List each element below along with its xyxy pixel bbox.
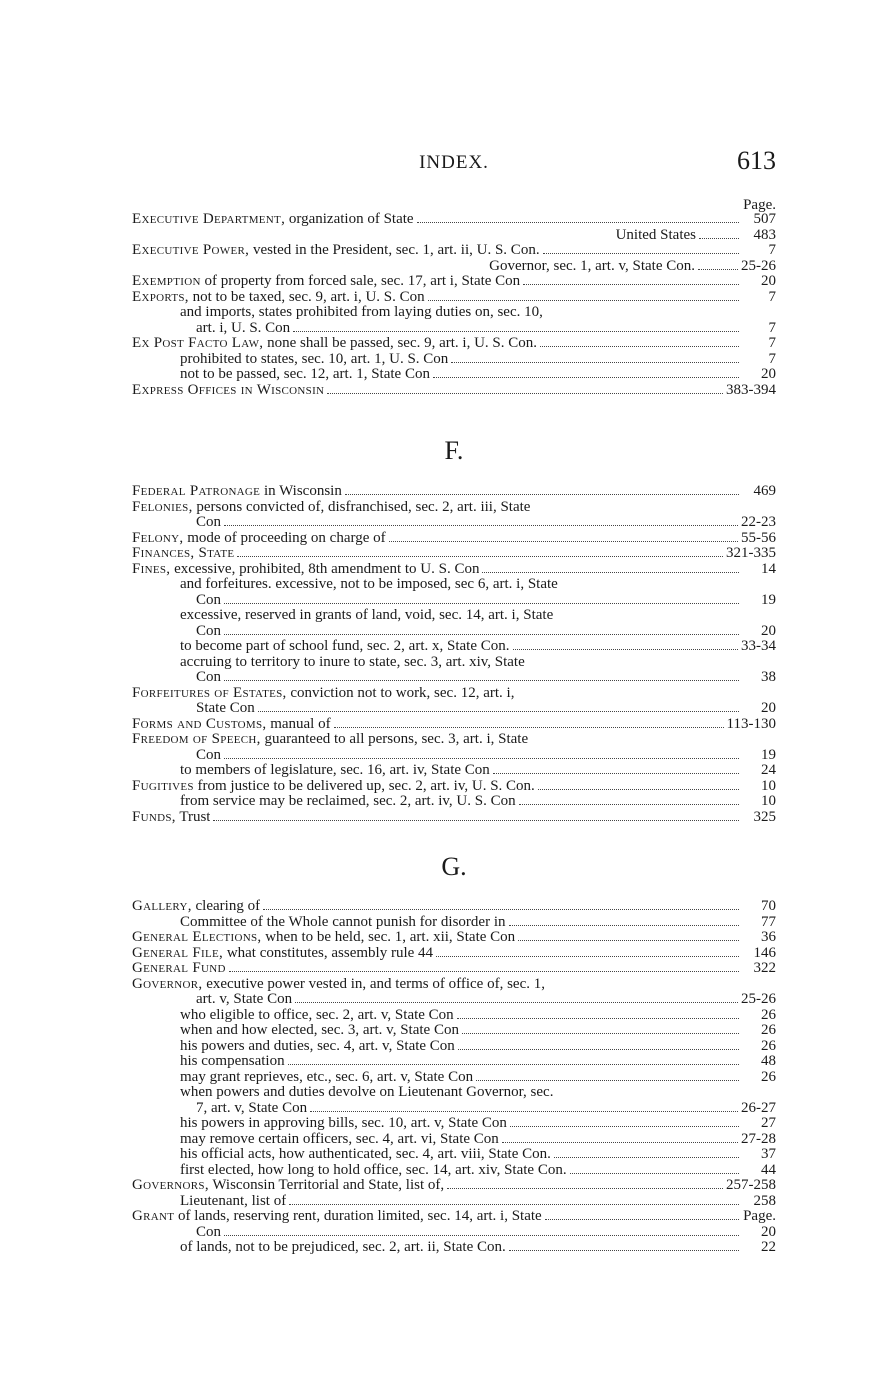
entry-description: mode of proceeding on charge of bbox=[183, 530, 386, 546]
entry-description: what constitutes, assembly rule 44 bbox=[223, 945, 434, 961]
entry-description: none shall be passed, sec. 9, art. i, U. S. Con. bbox=[263, 336, 538, 351]
index-entry bbox=[132, 290, 776, 306]
index-entry bbox=[132, 1054, 776, 1070]
entry-description: executive power vested in, and terms of office of, sec. 1, bbox=[202, 976, 545, 992]
page-reference: 321-335 bbox=[726, 545, 776, 561]
page-reference: 26 bbox=[761, 1037, 776, 1054]
entry-text bbox=[132, 290, 425, 306]
index-entry bbox=[132, 701, 776, 717]
entry-description: of lands, not to be prejudiced, sec. 2, art. ii, State Con. bbox=[180, 1240, 506, 1255]
entry-description: Con bbox=[196, 670, 222, 685]
index-entry bbox=[132, 686, 776, 702]
dot-leader bbox=[538, 779, 739, 790]
index-entry bbox=[132, 228, 776, 244]
entry-description: in Wisconsin bbox=[260, 484, 342, 499]
page-number: 613 bbox=[737, 146, 776, 175]
dot-leader bbox=[699, 228, 739, 239]
entry-text bbox=[196, 624, 221, 640]
entry-heading: General Elections, bbox=[132, 930, 262, 945]
page-reference: 10 bbox=[761, 777, 776, 794]
entry-description: guaranteed to all persons, sec. 3, art. i, State bbox=[260, 732, 529, 747]
entry-description: Governor, sec. 1, art. v, State Con. bbox=[489, 258, 695, 274]
page-reference: 44 bbox=[761, 1161, 776, 1178]
dot-leader bbox=[428, 290, 739, 301]
entry-text bbox=[180, 915, 506, 931]
entry-description: Con bbox=[196, 515, 222, 530]
index-entry bbox=[132, 546, 776, 562]
page-reference: 27-28 bbox=[741, 1130, 776, 1147]
entry-description: clearing of bbox=[191, 899, 261, 914]
entry-text bbox=[180, 1240, 506, 1256]
entry-text bbox=[180, 608, 553, 624]
dot-leader bbox=[334, 717, 724, 728]
page-reference: 22 bbox=[761, 1239, 776, 1255]
entry-heading: Governor, bbox=[132, 976, 203, 992]
index-entry bbox=[132, 212, 776, 228]
entry-text bbox=[196, 1101, 307, 1117]
entry-text bbox=[132, 686, 514, 702]
index-entry bbox=[132, 1008, 776, 1024]
index-entry bbox=[132, 1101, 776, 1117]
entry-heading: Federal Patronage bbox=[132, 484, 261, 499]
index-entry bbox=[132, 717, 776, 733]
entry-heading: Grant bbox=[132, 1209, 175, 1224]
entry-description: conviction not to work, sec. 12, art. i, bbox=[286, 685, 515, 701]
entry-text bbox=[132, 383, 324, 399]
entry-description: to members of legislature, sec. 16, art. iv, State Con bbox=[180, 763, 490, 778]
page-reference: 469 bbox=[753, 483, 776, 499]
entry-text bbox=[132, 1178, 444, 1194]
page-reference: 20 bbox=[761, 273, 776, 289]
entry-heading: Express Offices in Wisconsin bbox=[132, 382, 325, 398]
page-reference: 20 bbox=[761, 622, 776, 639]
page-reference: 70 bbox=[761, 898, 776, 914]
page-reference: 7 bbox=[768, 242, 776, 258]
entry-description: his powers and duties, sec. 4, art. v, State Con bbox=[180, 1038, 455, 1054]
dot-leader bbox=[224, 670, 739, 681]
entry-description: organization of State bbox=[285, 212, 414, 227]
dot-leader bbox=[510, 1116, 739, 1127]
index-entry bbox=[132, 336, 776, 352]
index-entry bbox=[132, 930, 776, 946]
index-section-f bbox=[132, 484, 776, 825]
entry-text bbox=[489, 259, 695, 275]
entry-text bbox=[616, 228, 696, 244]
page-reference: 7 bbox=[768, 350, 776, 367]
entry-description: art. i, U. S. Con bbox=[196, 320, 291, 336]
index-entry bbox=[132, 367, 776, 383]
entry-text bbox=[196, 321, 290, 337]
page-reference: 77 bbox=[761, 913, 776, 930]
section-letter-g bbox=[132, 852, 776, 882]
entry-text bbox=[132, 961, 226, 977]
entry-heading: Ex Post Facto Law, bbox=[132, 336, 264, 351]
dot-leader bbox=[509, 1240, 739, 1251]
entry-text bbox=[196, 593, 221, 609]
dot-leader bbox=[389, 531, 738, 542]
entry-description: vested in the President, sec. 1, art. ii, U. S. Con. bbox=[249, 243, 540, 258]
index-entry bbox=[132, 624, 776, 640]
page-reference: 24 bbox=[761, 762, 776, 778]
entry-text bbox=[132, 930, 515, 946]
entry-heading: Fugitives bbox=[132, 778, 194, 794]
page-reference: 26 bbox=[761, 1006, 776, 1023]
index-entry bbox=[132, 1132, 776, 1148]
dot-leader bbox=[224, 748, 739, 759]
index-entry bbox=[132, 383, 776, 399]
index-entry bbox=[132, 946, 776, 962]
dot-leader bbox=[288, 1054, 739, 1065]
index-entry bbox=[132, 763, 776, 779]
entry-description: when powers and duties devolve on Lieutenant Governor, sec. bbox=[180, 1085, 554, 1100]
dot-leader bbox=[345, 484, 739, 495]
dot-leader bbox=[295, 992, 738, 1003]
entry-text bbox=[180, 367, 430, 383]
entry-text bbox=[132, 274, 520, 290]
index-entry bbox=[132, 639, 776, 655]
dot-leader bbox=[698, 259, 738, 270]
index-entry bbox=[132, 500, 776, 516]
index-entry bbox=[132, 305, 776, 321]
page-reference: 146 bbox=[753, 944, 776, 961]
index-entry bbox=[132, 274, 776, 290]
dot-leader bbox=[433, 367, 739, 378]
index-section-g bbox=[132, 899, 776, 1256]
page-reference: 7 bbox=[768, 288, 776, 305]
index-entry bbox=[132, 352, 776, 368]
entry-description: from service may be reclaimed, sec. 2, art. iv, U. S. Con bbox=[180, 794, 516, 809]
page-reference: 38 bbox=[761, 669, 776, 685]
page-reference: Page. bbox=[743, 1208, 776, 1224]
index-entry bbox=[132, 1225, 776, 1241]
entry-description: of property from forced sale, sec. 17, art i, State Con bbox=[200, 274, 521, 289]
page-reference: 22-23 bbox=[741, 514, 776, 530]
section-letter-f bbox=[132, 436, 776, 466]
entry-description: excessive, prohibited, 8th amendment to U. S. Con bbox=[170, 561, 480, 577]
dot-leader bbox=[545, 1209, 739, 1220]
page-reference: 19 bbox=[761, 746, 776, 763]
dot-leader bbox=[457, 1008, 739, 1019]
section-heading-f: F. bbox=[444, 436, 464, 465]
index-entry bbox=[132, 794, 776, 810]
dot-leader bbox=[554, 1147, 739, 1158]
dot-leader bbox=[224, 1225, 739, 1236]
entry-description: from justice to be delivered up, sec. 2, art. iv, U. S. Con. bbox=[193, 778, 535, 794]
page-reference: 113-130 bbox=[726, 715, 776, 732]
entry-description: Con bbox=[196, 1224, 222, 1240]
index-entry bbox=[132, 515, 776, 531]
entry-heading: General File, bbox=[132, 945, 224, 961]
entry-text bbox=[180, 305, 543, 321]
entry-description: Lieutenant, list of bbox=[180, 1193, 287, 1209]
entry-description: Con bbox=[196, 592, 222, 608]
dot-leader bbox=[509, 915, 740, 926]
entry-heading: Fines, bbox=[132, 561, 171, 577]
entry-description: 7, art. v, State Con bbox=[196, 1100, 308, 1116]
dot-leader bbox=[263, 899, 739, 910]
index-entry bbox=[132, 1116, 776, 1132]
index-entry bbox=[132, 810, 776, 826]
page-reference: 20 bbox=[761, 1223, 776, 1240]
dot-leader bbox=[570, 1163, 739, 1174]
index-entry bbox=[132, 531, 776, 547]
entry-description: when and how elected, sec. 3, art. v, State Con bbox=[180, 1023, 459, 1038]
index-entry bbox=[132, 1070, 776, 1086]
entry-text bbox=[132, 1209, 542, 1225]
page-reference: 325 bbox=[753, 808, 776, 825]
dot-leader bbox=[519, 794, 739, 805]
dot-leader bbox=[327, 383, 723, 394]
dot-leader bbox=[213, 810, 739, 821]
entry-heading: General Fund bbox=[132, 961, 226, 976]
entry-text bbox=[180, 1008, 454, 1024]
entry-description: persons convicted of, disfranchised, sec. 2, art. iii, State bbox=[192, 499, 531, 515]
entry-text bbox=[180, 1054, 285, 1070]
entry-text bbox=[196, 748, 221, 764]
entry-text bbox=[180, 352, 448, 368]
entry-text bbox=[132, 562, 479, 578]
entry-text bbox=[196, 670, 221, 686]
page-reference: 20 bbox=[761, 700, 776, 716]
entry-heading: Finances, State bbox=[132, 546, 235, 561]
dot-leader bbox=[458, 1039, 739, 1050]
entry-text bbox=[196, 515, 221, 531]
entry-text bbox=[180, 655, 525, 671]
page-reference: 7 bbox=[768, 335, 776, 351]
entry-text bbox=[132, 946, 433, 962]
dot-leader bbox=[258, 701, 739, 712]
entry-text bbox=[132, 212, 414, 228]
page-reference: 37 bbox=[761, 1146, 776, 1162]
page-reference: 14 bbox=[761, 560, 776, 577]
page-reference: 27 bbox=[761, 1115, 776, 1131]
page-reference: 36 bbox=[761, 929, 776, 945]
dot-leader bbox=[513, 639, 738, 650]
entry-text bbox=[132, 546, 234, 562]
page-reference: 55-56 bbox=[741, 529, 776, 546]
index-entry bbox=[132, 1085, 776, 1101]
index-entry bbox=[132, 562, 776, 578]
entry-text bbox=[180, 1023, 459, 1039]
index-entry bbox=[132, 608, 776, 624]
index-entry bbox=[132, 655, 776, 671]
entry-heading: Exemption bbox=[132, 274, 201, 289]
page-reference: 7 bbox=[768, 319, 776, 336]
index-entry bbox=[132, 1163, 776, 1179]
dot-leader bbox=[289, 1194, 739, 1205]
dot-leader bbox=[224, 515, 738, 526]
index-entry bbox=[132, 670, 776, 686]
dot-leader bbox=[224, 624, 739, 635]
entry-heading: Forfeitures of Estates, bbox=[132, 685, 287, 701]
page-header bbox=[132, 146, 776, 182]
index-entry bbox=[132, 961, 776, 977]
index-entry bbox=[132, 915, 776, 931]
entry-description: manual of bbox=[266, 716, 331, 732]
page-reference: 383-394 bbox=[726, 381, 776, 398]
index-entry bbox=[132, 1209, 776, 1225]
entry-text bbox=[132, 810, 210, 826]
index-entry bbox=[132, 1240, 776, 1256]
page-reference: 257-258 bbox=[726, 1177, 776, 1193]
entry-description: prohibited to states, sec. 10, art. 1, U. S. Con bbox=[180, 351, 449, 367]
entry-description: accruing to territory to inure to state, sec. 3, art. xiv, State bbox=[180, 654, 525, 670]
entry-description: and imports, states prohibited from laying duties on, sec. 10, bbox=[180, 305, 543, 320]
index-entry bbox=[132, 321, 776, 337]
index-entry bbox=[132, 899, 776, 915]
index-entry bbox=[132, 977, 776, 993]
page-reference: 25-26 bbox=[741, 257, 776, 274]
entry-heading: Executive Power, bbox=[132, 243, 250, 258]
page-reference: 26 bbox=[761, 1022, 776, 1038]
entry-text bbox=[180, 1147, 551, 1163]
entry-description: his compensation bbox=[180, 1054, 285, 1069]
entry-heading: Gallery, bbox=[132, 899, 192, 914]
entry-description: Con bbox=[196, 747, 222, 763]
dot-leader bbox=[476, 1070, 739, 1081]
page-reference: 10 bbox=[761, 793, 776, 809]
running-title: INDEX. bbox=[419, 152, 489, 173]
entry-text bbox=[180, 1116, 507, 1132]
entry-description: United States bbox=[615, 227, 696, 243]
page-column-label: Page. bbox=[743, 197, 776, 213]
dot-leader bbox=[229, 961, 739, 972]
entry-description: Committee of the Whole cannot punish for disorder in bbox=[180, 914, 506, 930]
dot-leader bbox=[447, 1178, 723, 1189]
entry-text bbox=[180, 1039, 455, 1055]
entry-description: his powers in approving bills, sec. 10, art. v, State Con bbox=[180, 1116, 507, 1131]
page-reference: 26 bbox=[761, 1068, 776, 1085]
entry-text bbox=[132, 717, 331, 733]
page-reference: 507 bbox=[753, 211, 776, 227]
entry-heading: Freedom of Speech, bbox=[132, 732, 261, 747]
entry-text bbox=[132, 531, 386, 547]
dot-leader bbox=[518, 930, 739, 941]
entry-text bbox=[196, 1225, 221, 1241]
dot-leader bbox=[543, 243, 739, 254]
entry-heading: Exports, bbox=[132, 289, 189, 305]
dot-leader bbox=[451, 352, 739, 363]
entry-text bbox=[132, 899, 260, 915]
entry-text bbox=[180, 577, 558, 593]
entry-text bbox=[180, 763, 490, 779]
page-reference: 25-26 bbox=[741, 991, 776, 1007]
entry-text bbox=[180, 1070, 473, 1086]
entry-text bbox=[132, 500, 530, 516]
entry-text bbox=[132, 977, 545, 993]
entry-text bbox=[180, 1194, 286, 1210]
entry-heading: Felonies, bbox=[132, 499, 193, 515]
entry-description: excessive, reserved in grants of land, void, sec. 14, art. i, State bbox=[180, 608, 554, 623]
entry-text bbox=[180, 1163, 567, 1179]
dot-leader bbox=[482, 562, 739, 573]
entry-text bbox=[196, 992, 292, 1008]
dot-leader bbox=[417, 212, 739, 223]
index-entry bbox=[132, 748, 776, 764]
index-section-e bbox=[132, 198, 776, 398]
entry-description: may remove certain officers, sec. 4, art. vi, State Con bbox=[180, 1131, 499, 1147]
index-entry bbox=[132, 1178, 776, 1194]
page-reference: 48 bbox=[761, 1053, 776, 1069]
index-entry bbox=[132, 1147, 776, 1163]
index-entry bbox=[132, 1023, 776, 1039]
page-reference: 322 bbox=[753, 960, 776, 976]
entry-description: his official acts, how authenticated, sec. 4, art. viii, State Con. bbox=[180, 1147, 551, 1162]
index-entry bbox=[132, 577, 776, 593]
entry-text bbox=[180, 639, 510, 655]
index-entry bbox=[132, 593, 776, 609]
entry-heading: Funds, bbox=[132, 809, 176, 825]
page-reference: 26-27 bbox=[741, 1099, 776, 1116]
entry-description: to become part of school fund, sec. 2, art. x, State Con. bbox=[180, 639, 510, 654]
entry-description: first elected, how long to hold office, sec. 14, art. xiv, State Con. bbox=[180, 1162, 567, 1178]
entry-description: not to be passed, sec. 12, art. 1, State Con bbox=[180, 367, 430, 382]
index-entry bbox=[132, 1039, 776, 1055]
entry-description: art. v, State Con bbox=[196, 992, 293, 1007]
dot-leader bbox=[540, 336, 739, 347]
entry-text bbox=[132, 484, 342, 500]
page-reference: 33-34 bbox=[741, 638, 776, 654]
entry-text bbox=[132, 336, 537, 352]
dot-leader bbox=[310, 1101, 738, 1112]
entry-heading: Executive Department, bbox=[132, 212, 286, 227]
entry-description: when to be held, sec. 1, art. xii, State Con bbox=[261, 930, 516, 945]
entry-description: not to be taxed, sec. 9, art. i, U. S. Con bbox=[188, 289, 425, 305]
index-entry bbox=[132, 732, 776, 748]
section-heading-g: G. bbox=[441, 852, 467, 881]
dot-leader bbox=[462, 1023, 739, 1034]
dot-leader bbox=[523, 274, 739, 285]
entry-description: Con bbox=[196, 623, 222, 639]
entry-text bbox=[132, 243, 540, 259]
dot-leader bbox=[493, 763, 739, 774]
index-entry bbox=[132, 243, 776, 259]
entry-description: who eligible to office, sec. 2, art. v, State Con bbox=[180, 1007, 454, 1023]
entry-description: Trust bbox=[175, 809, 211, 825]
entry-text bbox=[132, 732, 528, 748]
entry-text bbox=[180, 1085, 553, 1101]
dot-leader bbox=[436, 946, 739, 957]
entry-text bbox=[132, 779, 535, 795]
index-entry bbox=[132, 1194, 776, 1210]
page-reference: 483 bbox=[753, 226, 776, 243]
entry-text bbox=[180, 794, 516, 810]
entry-description: may grant reprieves, etc., sec. 6, art. v, State Con bbox=[180, 1069, 474, 1085]
entry-heading: Forms and Customs, bbox=[132, 716, 267, 732]
entry-description: Wisconsin Territorial and State, list of, bbox=[208, 1178, 445, 1193]
dot-leader bbox=[237, 546, 723, 557]
page-reference: 258 bbox=[753, 1192, 776, 1209]
entry-description: and forfeitures. excessive, not to be imposed, sec 6, art. i, State bbox=[180, 577, 558, 592]
entry-heading: Governors, bbox=[132, 1178, 209, 1193]
dot-leader bbox=[293, 321, 739, 332]
entry-text bbox=[180, 1132, 499, 1148]
entry-text bbox=[196, 701, 255, 717]
entry-description: of lands, reserving rent, duration limited, sec. 14, art. i, State bbox=[174, 1209, 542, 1224]
index-entry bbox=[132, 779, 776, 795]
index-entry bbox=[132, 259, 776, 275]
dot-leader bbox=[224, 593, 739, 604]
dot-leader bbox=[502, 1132, 738, 1143]
entry-description: State Con bbox=[196, 701, 255, 716]
entry-heading: Felony, bbox=[132, 530, 184, 546]
page-reference: 20 bbox=[761, 366, 776, 382]
index-entry bbox=[132, 484, 776, 500]
page-reference: 19 bbox=[761, 591, 776, 608]
index-entry bbox=[132, 992, 776, 1008]
